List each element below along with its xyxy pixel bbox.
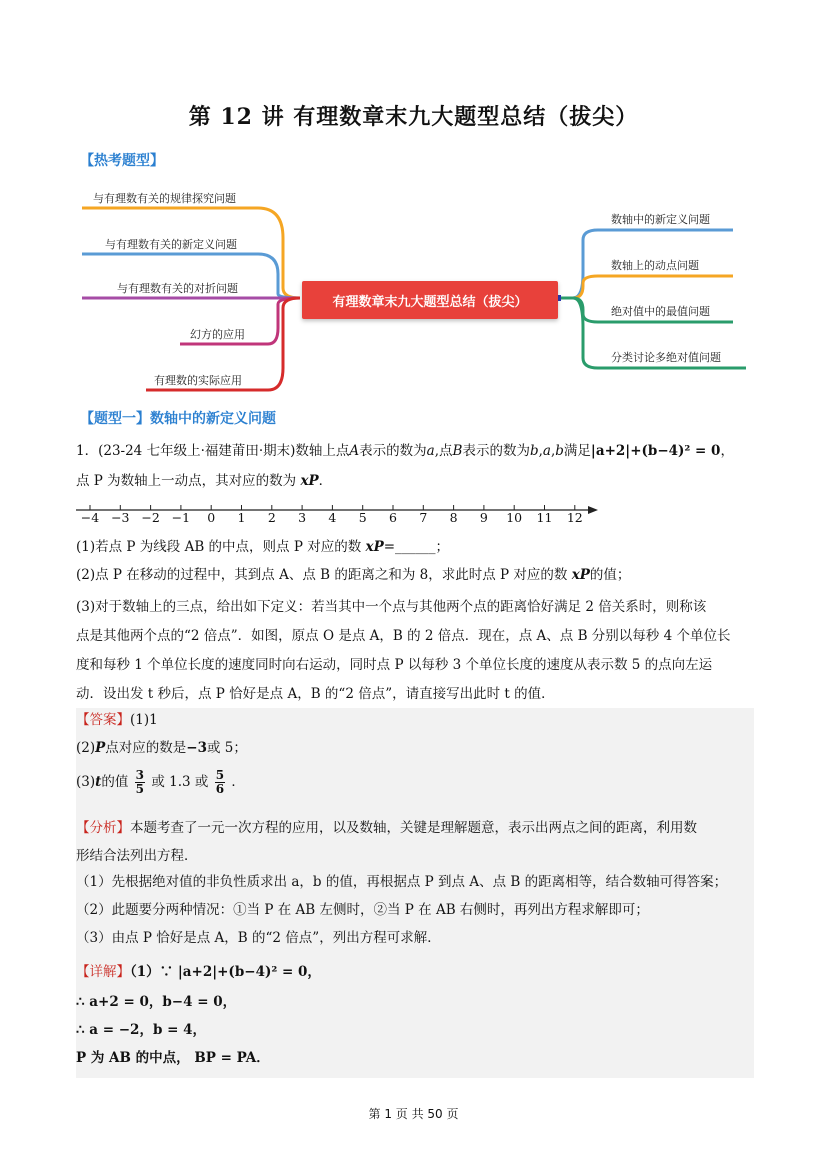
mindmap-left-item: 幻方的应用 bbox=[190, 328, 245, 341]
number-line-tick-label: −4 bbox=[80, 510, 100, 525]
mindmap-right-item: 数轴上的动点问题 bbox=[611, 259, 699, 272]
number-line-tick-label: 3 bbox=[298, 510, 307, 525]
number-line-tick-label: 6 bbox=[389, 510, 397, 525]
answer-line2: (2)P点对应的数是−3或 5； bbox=[76, 740, 247, 756]
number-line-tick-label: 12 bbox=[566, 510, 583, 525]
number-line-tick-label: 10 bbox=[506, 510, 523, 525]
number-line-tick-label: 4 bbox=[328, 510, 337, 525]
mindmap-right-item: 绝对值中的最值问题 bbox=[611, 305, 710, 318]
number-line-tick-label: 9 bbox=[479, 510, 488, 525]
mindmap-right-item: 数轴中的新定义问题 bbox=[611, 213, 710, 226]
page-title: 第 12 讲 有理数章末九大题型总结（拔尖） bbox=[188, 104, 639, 130]
analysis-intro: 【分析】本题考查了一元一次方程的应用，以及数轴，关键是理解题意，表示出两点之间的距离，利用数 形结合法列出方程． bbox=[76, 820, 697, 864]
number-line-tick-label: 0 bbox=[207, 510, 216, 525]
detail-line4: P 为 AB 的中点， BP = PA． bbox=[76, 1050, 270, 1066]
question-part1: (1)若点 P 为线段 AB 的中点，则点 P 对应的数 xP=______； bbox=[76, 539, 450, 555]
mindmap-right-item: 分类讨论多绝对值问题 bbox=[611, 351, 721, 364]
question-line1: 1．(23-24 七年级上·福建莆田·期末)数轴上点A表示的数为a,点B表示的数为b,a,b满足|a+2|+(b−4)² = 0， bbox=[76, 443, 734, 459]
mindmap-left-item: 与有理数有关的规律探究问题 bbox=[93, 192, 236, 205]
answer-line3: (3)t的值 $\frac{3}{5}$ 或 1.3 或 $\frac{5}{6}$ ． bbox=[76, 768, 245, 796]
mindmap-left-item: 与有理数有关的新定义问题 bbox=[105, 238, 237, 251]
answer-line1: 【答案】(1)1 bbox=[76, 712, 158, 728]
analysis-step1: （1）先根据绝对值的非负性质求出 a，b 的值，再根据点 P 到点 A、点 B 的距离相等，结合数轴可得答案； bbox=[76, 874, 728, 890]
mindmap-left-item: 有理数的实际应用 bbox=[154, 374, 242, 387]
number-line-tick-label: 5 bbox=[358, 510, 367, 525]
type1-label: 【题型一】数轴中的新定义问题 bbox=[80, 411, 276, 427]
number-line-tick-label: 2 bbox=[267, 510, 276, 525]
mindmap-center: 有理数章末九大题型总结（拔尖） bbox=[302, 281, 558, 319]
number-line-tick-label: 11 bbox=[536, 510, 553, 525]
hot-section-label: 【热考题型】 bbox=[80, 153, 164, 169]
detail-line3: ∴ a = −2，b = 4， bbox=[76, 1022, 206, 1038]
number-line-tick-label: −2 bbox=[141, 510, 160, 525]
number-line-tick-label: 1 bbox=[237, 510, 246, 525]
number-line-tick-label: −3 bbox=[111, 510, 130, 525]
number-line-tick-label: −1 bbox=[171, 510, 191, 525]
question-part2: (2)点 P 在移动的过程中，其到点 A、点 B 的距离之和为 8，求此时点 P 对应的数 xP的值； bbox=[76, 567, 631, 583]
number-line-tick-label: 8 bbox=[449, 510, 458, 525]
condition-equation: |a+2|+(b−4)² = 0 bbox=[590, 443, 721, 459]
question-line2: 点 P 为数轴上一动点，其对应的数为 xP． bbox=[76, 473, 333, 489]
number-line-tick-label: 7 bbox=[419, 510, 428, 525]
detail-line1: 【详解】（1）∵ |a+2|+(b−4)² = 0， bbox=[76, 964, 321, 980]
analysis-step2: （2）此题要分两种情况：①当 P 在 AB 左侧时，②当 P 在 AB 右侧时，再列出方程求解即可； bbox=[76, 902, 649, 918]
detail-line2: ∴ a+2 = 0，b−4 = 0， bbox=[76, 994, 237, 1010]
question-part3: (3)对于数轴上的三点，给出如下定义：若当其中一个点与其他两个点的距离恰好满足 2 倍关系时，则称该 点是其他两个点的“2 倍点”．如图，原点 O 是点 A，B 的 2 倍点．现在，点 A、点 B 分别以每秒 4 个单位长 度和每秒 1 个单位长度的速度同时向右运动，同时点 P 以每秒 3 个单位长度的速度从表示数 5 的点向左运 动．设出发 t 秒后，点 P 恰好是点 A，B 的“2 倍点”，请直接写出此时 t 的值． bbox=[76, 599, 731, 702]
mindmap-left-item: 与有理数有关的对折问题 bbox=[117, 282, 238, 295]
analysis-step3: （3）由点 P 恰好是点 A，B 的“2 倍点”，列出方程可求解． bbox=[76, 930, 441, 946]
page-footer: 第 1 页 共 50 页 bbox=[368, 1107, 459, 1121]
